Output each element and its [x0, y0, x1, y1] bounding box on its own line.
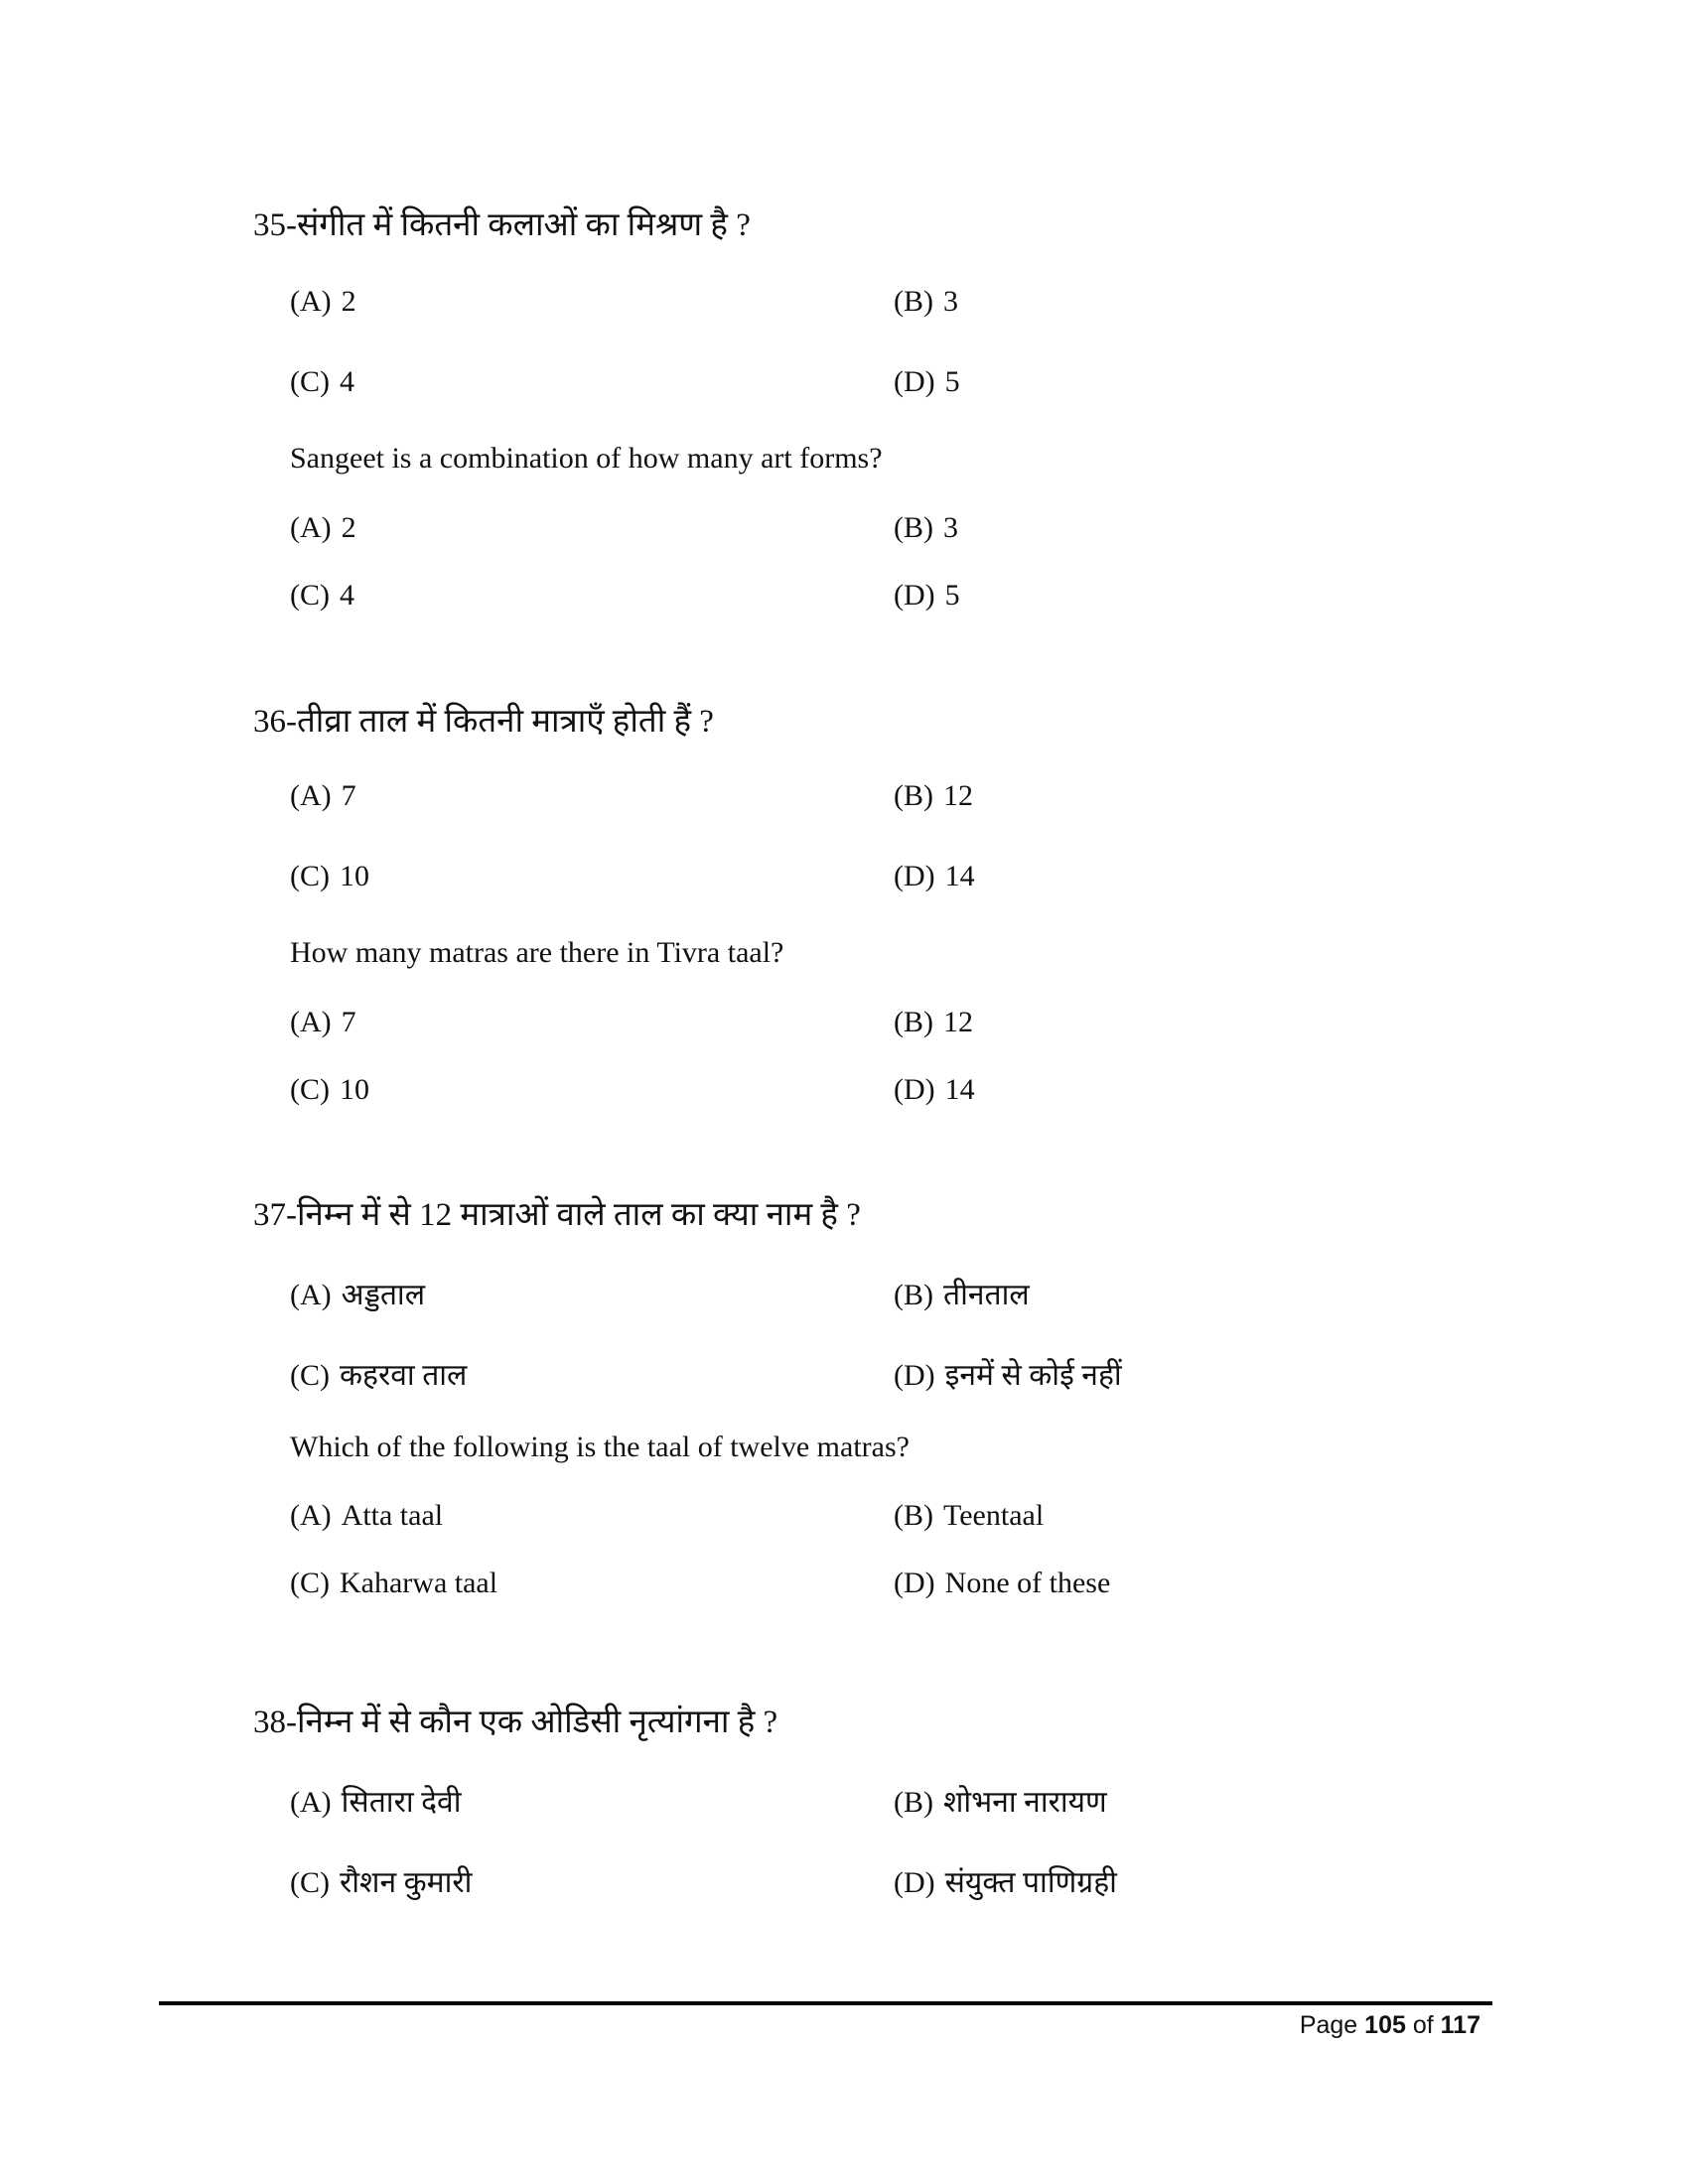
- option-label: (C): [290, 1359, 330, 1392]
- option-label: (C): [290, 860, 330, 892]
- option: [290, 365, 354, 399]
- option-label: (C): [290, 1567, 330, 1599]
- option: [290, 1567, 497, 1600]
- option-label: (A): [290, 1006, 332, 1038]
- option: [894, 365, 960, 399]
- option-label: (A): [290, 1499, 332, 1532]
- option: [894, 1780, 1107, 1821]
- option-text: Atta taal: [341, 1499, 444, 1532]
- option-label: (B): [894, 1006, 933, 1038]
- option: [894, 1567, 1110, 1600]
- option-label: (C): [290, 365, 330, 398]
- question-english: Which of the following is the taal of twelve matras?: [290, 1431, 910, 1463]
- option-text: 10: [340, 1073, 369, 1106]
- option-text: 10: [340, 860, 369, 892]
- option: [894, 285, 958, 319]
- option-label: (C): [290, 1866, 330, 1899]
- page-number: [1300, 2011, 1480, 2040]
- option-label: (A): [290, 511, 332, 544]
- option-text: कहरवा ताल: [340, 1359, 468, 1392]
- option: [894, 1353, 1122, 1394]
- option-label: (D): [894, 579, 935, 612]
- option-text: 2: [341, 511, 356, 544]
- question-hindi: 38-निम्न में से कौन एक ओडिसी नृत्यांगना है ?: [253, 1705, 778, 1740]
- option: [290, 579, 354, 613]
- question-english: How many matras are there in Tivra taal?: [290, 936, 784, 969]
- option: [894, 1860, 1117, 1901]
- option: [894, 1273, 1030, 1313]
- option-text: 14: [944, 860, 975, 892]
- option-label: (A): [290, 285, 332, 318]
- option-text: अड्डताल: [341, 1279, 426, 1311]
- question-hindi: 35-संगीत में कितनी कलाओं का मिश्रण है ?: [253, 207, 751, 243]
- option-label: (B): [894, 1499, 933, 1532]
- option-label: (D): [894, 1359, 935, 1392]
- option-label: (C): [290, 579, 330, 612]
- option-text: 7: [341, 779, 356, 812]
- option: [894, 860, 975, 893]
- page-prefix: Page: [1299, 2011, 1358, 2039]
- option-label: (B): [894, 285, 933, 318]
- question-hindi: 36-तीव्रा ताल में कितनी मात्राएँ होती हैं ?: [253, 704, 714, 740]
- option-label: (B): [894, 511, 933, 544]
- option: [290, 511, 356, 545]
- option-text: 14: [944, 1073, 975, 1106]
- option-label: (B): [894, 779, 933, 812]
- option-text: 3: [943, 511, 958, 544]
- option-label: (C): [290, 1073, 330, 1106]
- option: [290, 1353, 467, 1394]
- option-label: (A): [290, 1279, 332, 1311]
- option-label: (D): [894, 860, 935, 892]
- option-text: 12: [943, 779, 973, 812]
- option-text: संयुक्त पाणिग्रही: [944, 1866, 1117, 1899]
- option-text: 5: [944, 579, 960, 612]
- option: [290, 1006, 356, 1039]
- option: [290, 285, 356, 319]
- option-text: 4: [340, 579, 354, 612]
- option-text: 5: [944, 365, 960, 398]
- option: [894, 1073, 975, 1107]
- option-label: (A): [290, 1786, 332, 1819]
- option-text: 7: [341, 1006, 356, 1038]
- footer-divider: [159, 2001, 1492, 2005]
- option-label: (D): [894, 1567, 935, 1599]
- option-text: 12: [943, 1006, 973, 1038]
- option-label: (B): [894, 1786, 933, 1819]
- option-text: None of these: [944, 1567, 1111, 1599]
- option-text: 4: [340, 365, 354, 398]
- option-text: Kaharwa taal: [340, 1567, 498, 1599]
- option-text: 2: [341, 285, 356, 318]
- page-current: 105: [1364, 2011, 1406, 2039]
- option-label: (A): [290, 779, 332, 812]
- option: [894, 779, 973, 813]
- question-hindi: 37-निम्न में से 12 मात्राओं वाले ताल का क्या नाम है ?: [253, 1197, 861, 1233]
- option: [894, 579, 960, 613]
- option: [894, 1499, 1044, 1533]
- option: [894, 1006, 973, 1039]
- option-text: सितारा देवी: [341, 1786, 462, 1819]
- option: [290, 1860, 472, 1901]
- option-text: Teentaal: [943, 1499, 1045, 1532]
- option-text: तीनताल: [943, 1279, 1030, 1311]
- option-text: 3: [943, 285, 958, 318]
- option: [290, 1499, 443, 1533]
- page-of: of: [1412, 2011, 1434, 2039]
- option: [894, 511, 958, 545]
- option-label: (B): [894, 1279, 933, 1311]
- option-label: (D): [894, 365, 935, 398]
- option-text: रौशन कुमारी: [340, 1866, 473, 1899]
- option: [290, 779, 356, 813]
- option-label: (D): [894, 1866, 935, 1899]
- option-text: इनमें से कोई नहीं: [944, 1359, 1122, 1392]
- option: [290, 860, 369, 893]
- option: [290, 1780, 462, 1821]
- option: [290, 1073, 369, 1107]
- option-text: शोभना नारायण: [943, 1786, 1107, 1819]
- option: [290, 1273, 425, 1313]
- option-label: (D): [894, 1073, 935, 1106]
- question-english: Sangeet is a combination of how many art forms?: [290, 442, 883, 475]
- page-total: 117: [1440, 2011, 1480, 2039]
